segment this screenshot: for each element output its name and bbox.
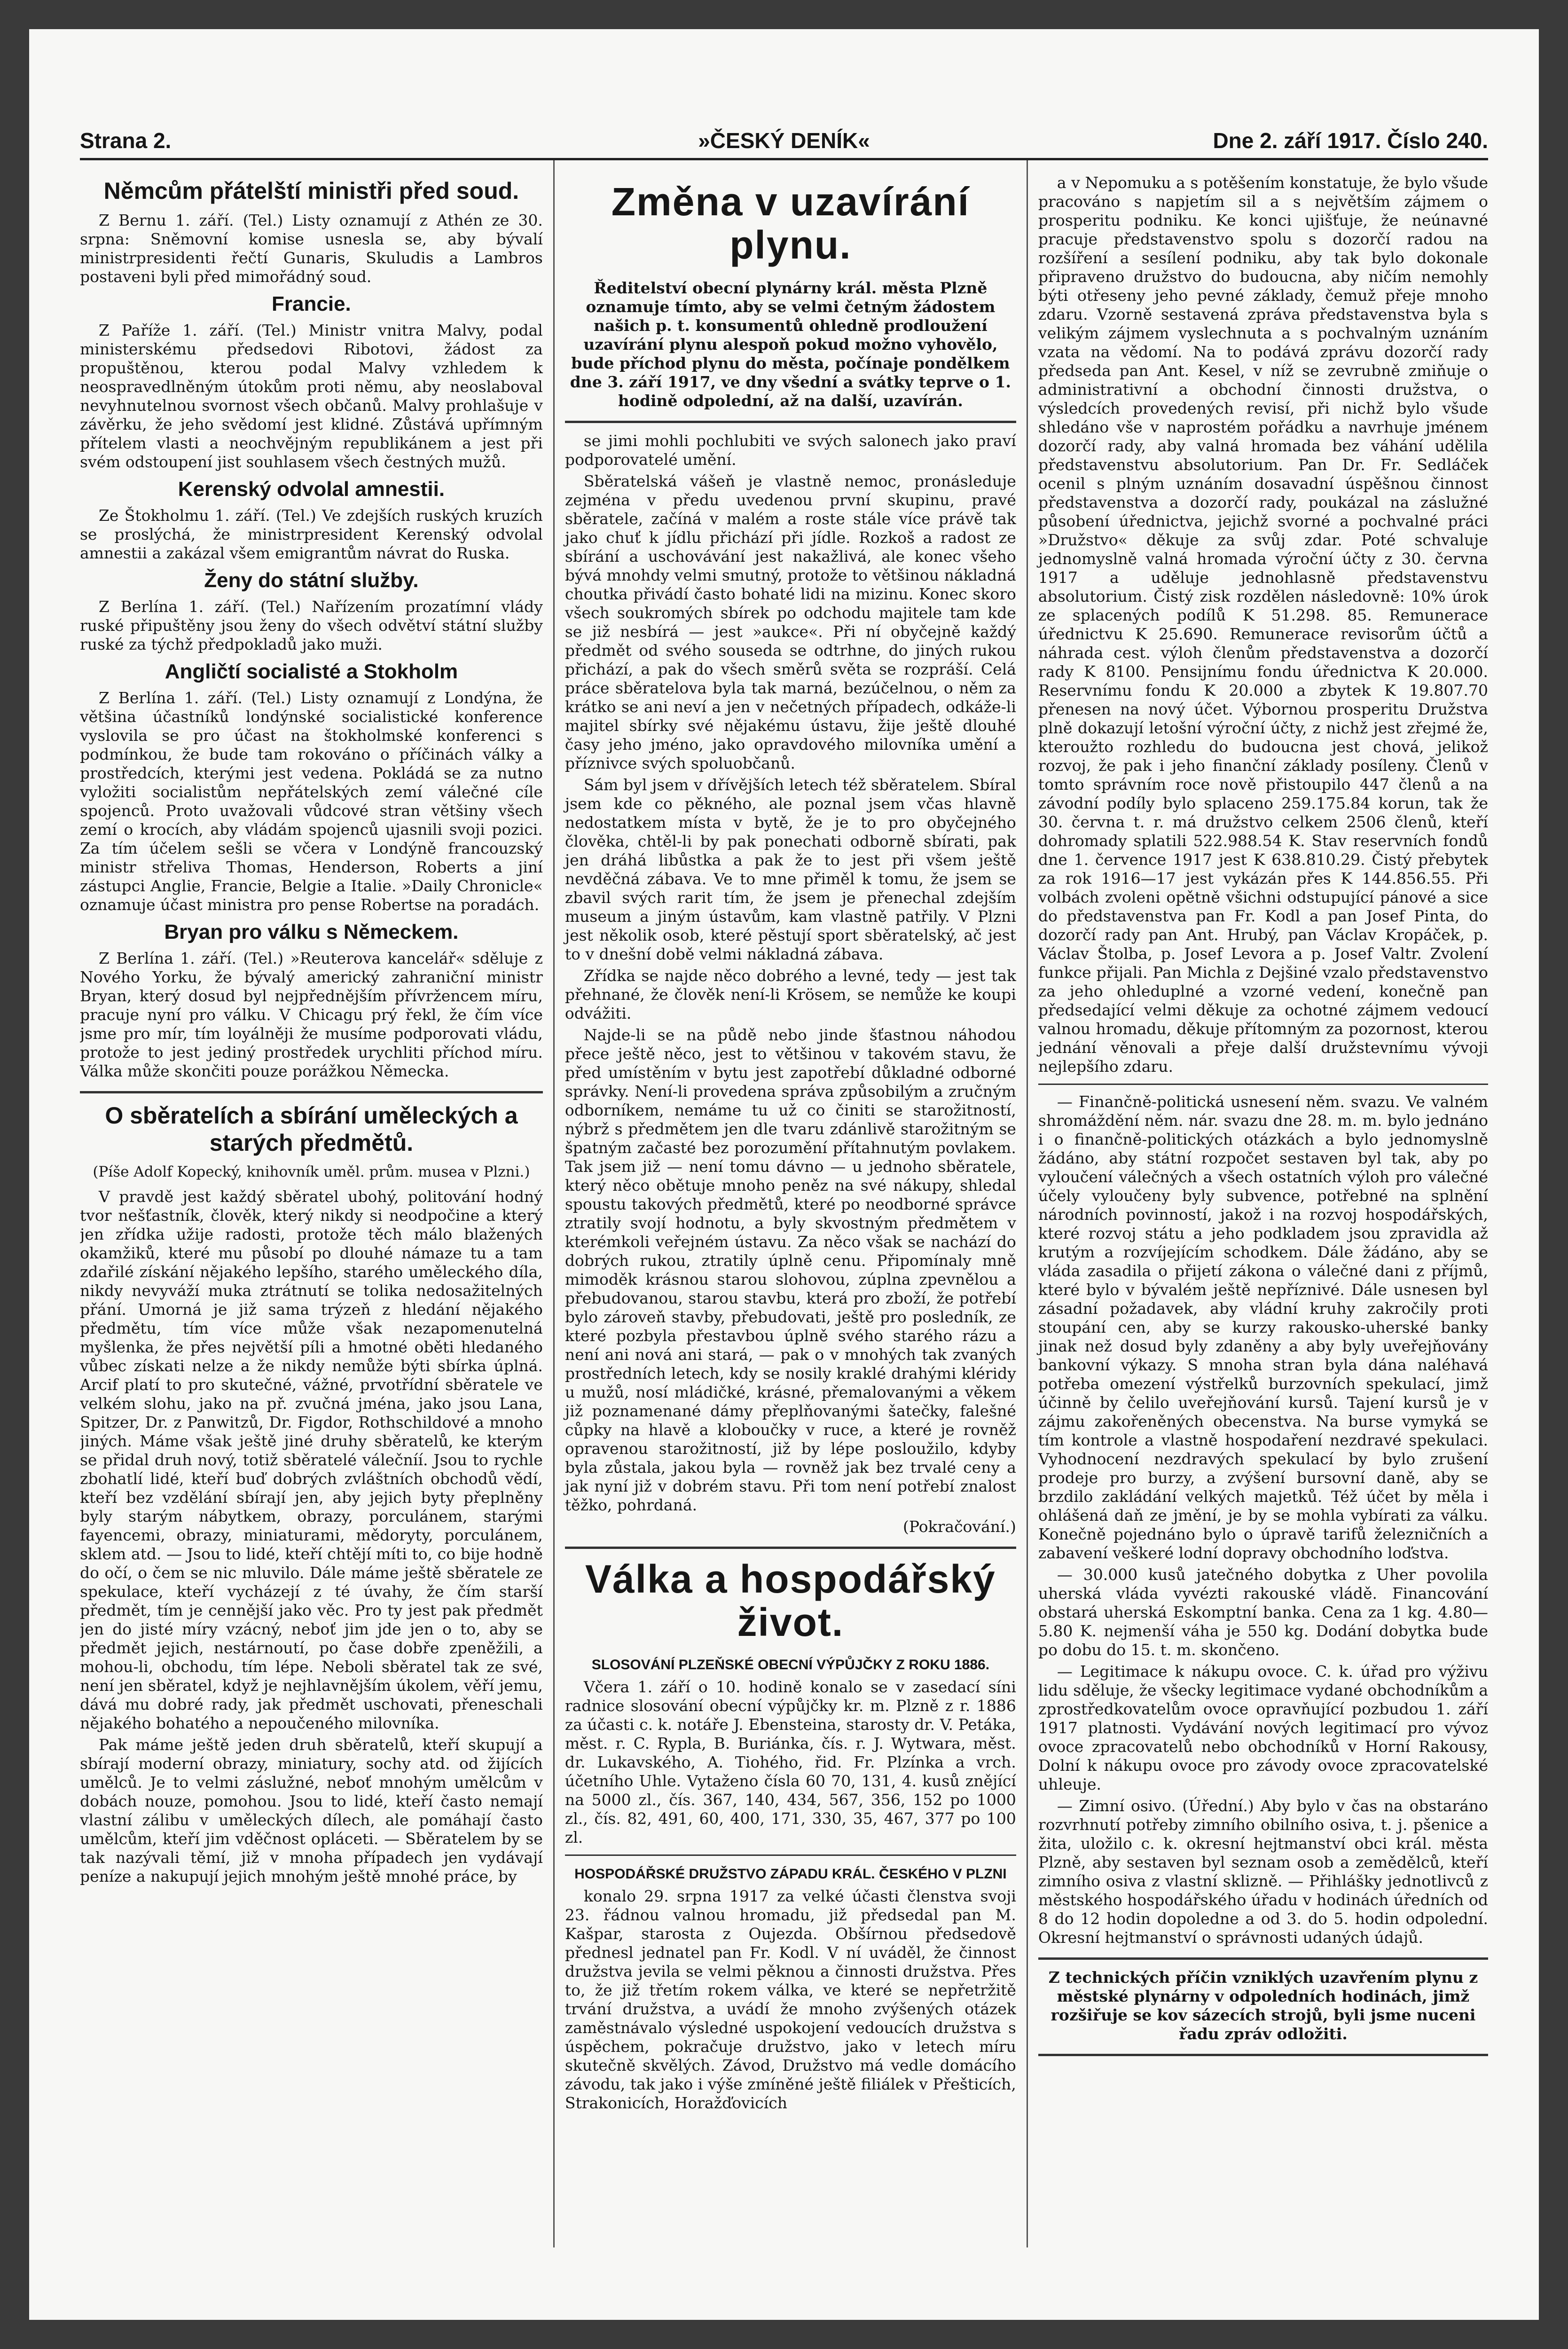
article-loan-draw: Včera 1. září o 10. hodině konalo se v zasedací síni radnice slosování obecní výpůjčky kr. m. Plzně z r. 1886 za účasti c. k. notáře J. Ebensteina, starosty dr. V. Petáka, měst. r. C. Rypla, B. Buriánka, čís. r. J. Wytwara, měst. dr. Lukavského, A. Tiohého, řid. Fr. Plzínka a vrch. účetního Uhle. Vytaženo čísla 60 70, 131, 4. kusů znějící na 5000 zl., čís. 367, 140, 434, 567, 356, 152 po 1000 zl., čís. 82, 491, 60, 400, 171, 330, 35, 467, 377 po 100 zl. <box>564 1678 1016 1846</box>
article-collectors-cont-1: se jimi mohli pochlubiti ve svých salonech jako praví podporovatelé umění. <box>564 432 1016 469</box>
headline-collectors: O sběratelích a sbírání uměleckých a starých předmětů. <box>105 1102 518 1156</box>
headline-gas: Změna v uzavírání plynu. <box>611 180 970 267</box>
article-collectors-cont-5: Najde-li se na půdě nebo jinde šťastnou náhodou přece ještě něco, jest to většinou v takovém stavu, že před umístěním v bytu jest zapotřebí důkladné odborné správky. Není-li provedena správa způsobilým a zručným odborníkem, nemáme tu už co činiti se starožitností, nýbrž s předmětem jen dle tvaru zdánlivě starožitným se špatným začasté bez porozumění přítahnutým povlakem. Tak jsem již — není tomu dávno — u jednoho sběratele, který něco obětuje mnoho peněz na své nákupy, shledal spoustu takových předmětů, které po neodborné správce ztratily svojí hodnotu, a byly skvostným předmětem v kterémkoli veřejném ústavu. Za něco však se nachází do dobrých rukou, ztratily úplně cenu. Připomínaly mně mimoděk krásnou starou slohovou, zúplna zpevnělou a přebudovanou, starou stavbu, která pro zboží, že potřebí bylo zároveň stavby, přebudovati, ještě pro posledník, ze které pozbyla přestavbou úplně svého starého rázu a není ani nová ani stará, — pak o v mnohých tak zvaných prostředních letech, kdy se nosily kraklé drahými kléridy u mužů, nosí mládičké, krásné, přemalovanými a věkem již poznamenané dámy přeplňovanými šatečky, falešné cůpky na hlavě a kloboučky v ruce, a které je rovněž opravenou starožitností, již by lépe posloužilo, kdyby byla zůstala, jakou byla — rovněž jak bez trvalé ceny a jak nyní již v dobrém stavu. Při tom není potřebí znalost těžko, pohrdaná. <box>564 1026 1016 1514</box>
continuation-note: (Pokračování.) <box>903 1517 1016 1536</box>
article-finance: — Finančně-politická usnesení něm. svazu. Ve valném shromáždění něm. nár. svazu dne 28. m. m. bylo jednáno i o finančně-politických otázkách a bylo jednomyslně žádáno, aby státní rozpočet sestaven byl tak, aby po vyloučení válečných a všech ostatních výloh pro válečné účely vyloučeny byly subvence, potřebné na splnění národních povinností, jakož i na rozvoj hospodářských, které rozvoj státu a jeho podkladem jsou zpravidla až krutým a rozvíjejícím schodkem. Dále žádáno, aby se vláda zasadila o přijetí zákona o válečné dani z příjmů, které bylo v bývalém ještě nepříznivé. Dále usnesen byl zásadní požadavek, aby vládní kruhy zakročily proti stoupání cen, aby se kurzy rakousko-uherské banky jinak než dosud byly zdaněny a aby byly uveřejňovány bankovní výkazy. S mnoha stran byla dána naléhavá potřeba omezení výstřelků burzovních spekulací, jimž účinně by čelilo uveřejňování kursů. Tajení kursů je v zájmu zakořeněných obecenstva. Na burse vymyká se tím kontrole a vlastně hospodaření nezdravé spekulaci. Vyhodnocení nezdravých spekulací by bylo zrušení prodeje pro burzy, a zvýšení bursovní daně, aby se brzdilo zakládání velkých majetků. Též účet by měla i ohlášená daň ze jmění, je by se mohla vybírati za válku. Konečně pojednáno bylo o úpravě tarifů železničních a zabavení veškeré lodní dopravy obchodního loďstva. <box>1038 1092 1488 1562</box>
page-number: Strana 2. <box>80 128 172 153</box>
divider <box>565 1547 1016 1549</box>
headline-kerensky: Kerenský odvolal amnestii. <box>178 478 445 501</box>
article-collectors-1: V pravdě jest každý sběratel ubohý, politování hodný tvor nešťastník, člověk, který nikdy si neodpočine a který jen zřídka užije radosti, protože těch málo blažených okamžiků, které mu působí po dlouhé námaze tu a tam zdařilé získání nějakého lepšího, starého uměleckého díla, nikdy nevyváží muka ztrátnutí se tolika nedosažitelných přání. Umorná je již sama trýzeň z hledání nějakého předmětu, tím více může však nezapomenutelná myšlenka, že přes největší píli a hmotné oběti hledaného vůbec získati nelze a že nikdy nemůže býti sbírka úplná. Arcif platí to pro skutečné, vážné, prvotřídní sběratele ve velkém slohu, jako na př. zvučná jména, jako jsou Lana, Spitzer, Dr. z Panwitzů, Dr. Figdor, Rothschildové a mnoho jiných. Máme však ještě jiné druhy sběratelů, ke kterým se přidal druh nový, totiž sběratelé válečníí. Jsou to rychle zbohatlí lidé, kteří buď dobrých zvláštních obchodů vědí, kteří bez vzdělání sbírají jen, aby jejich byty přeplněny byly starým nábytkem, obrazy, porculánem, starými fayencemi, obrazy, miniaturami, mědoryty, porculánem, sklem atd. — Jsou to lidé, kteří chtějí míti to, co bije hodně do očí, o čem se nic mluvilo. Dále máme ještě sběratele ze spekulace, kteří vycházejí z té úvahy, že čím starší předmět, tím je cennější jako věc. Pro ty jest pak předmět jen do jisté míry vzácný, neboť jim jde jen o to, aby se předmět jejich, nestárnoutí, po čase dobře zpeněžili, a mohou-li, obchodu, tím lépe. Neboli sběratel tak ze své, není jen sběratel, když je nejhlavnějším úkolem, věří jemu, dává mu dobré rady, jak předmět uschovati, přeneschali nějakého bohatého a nepoučeného milovníka. <box>80 1187 543 1732</box>
article-women: Z Berlína 1. září. (Tel.) Nařízením prozatímní vlády ruské připuštěny jsou ženy do všech odvětví státní služby ruské za týchž předpokladů jako muži. <box>80 597 543 653</box>
column-1 <box>80 160 553 2247</box>
columns <box>80 160 1488 2247</box>
article-cattle: — 30.000 kusů jatečného dobytka z Uher povolila uherská vláda vyvézti rakouské vládě. Financování obstará uherská Eskomptní banka. Cena za 1 kg. 4.80—5.80 K. nejmenší váha je 550 kg. Dodání dobytka bude po dobu do 15. t. m. skončeno. <box>1038 1565 1488 1659</box>
headline-women: Ženy do státní služby. <box>204 569 419 592</box>
divider <box>1038 2054 1488 2056</box>
article-seed: — Zimní osivo. (Úřední.) Aby bylo v čas na obstaráno rozvrhnutí potřeby zimního obilního osiva, t. j. pšenice a žita, uložilo c. k. okresní hejtmanství obci král. města Plzně, aby sestaven byl seznam osob a zemědělců, kteří zimního osiva z vlastní sklizně. — Přihlášky jednotlivců z městského hospodářského úřadu v hodinách úředních od 8 do 12 hodin dopoledne a od 3. do 5. hodin odpolední. Okresní hejtmanství o správnosti udaných údajů. <box>1038 1797 1488 1947</box>
article-collectors-cont-4: Zřídka se najde něco dobrého a levné, tedy — jest tak přehnané, že člověk není-li Krösem, se nemůže ke koupi odvážiti. <box>564 966 1016 1022</box>
headline-ministers: Němcům přátelští ministři před soud. <box>103 178 519 204</box>
byline: (Píše Adolf Kopecký, knihovník uměl. prům. musea v Plzni.) <box>93 1163 530 1180</box>
headline-war-economy: Válka a hospodářský život. <box>585 1557 996 1644</box>
gas-notice-text: Ředitelství obecní plynárny král. města Plzně oznamuje tímto, aby se velmi četným žádostem našich p. t. konsumentů ohledně prodloužení uzavírání plynu alespoň pokud možno vyhovělo, bude příchod plynu do města, počínaje pondělkem dne 3. září 1917, ve dny všední a svátky teprve o 1. hodině odpolední, až na další, uzavírán. <box>570 279 1011 410</box>
article-fruit: — Legitimace k nákupu ovoce. C. k. úřad pro výživu lidu sděluje, že všecky legitimace vydané obchodníkům a zprostředkovatelům ovoce opravňující pozbudou 1. září 1917 platnosti. Vydávání nových legitimací pro vývoz ovoce zpracovatelů nebo obchodníků v Horní Rakousy, Dolní k nákupu ovoce pro závody ovoce zpracovatelské uhleuje. <box>1038 1662 1488 1793</box>
article-collectors-cont-2: Sběratelská vášeň je vlastně nemoc, pronásleduje zejména v předu uvedenou první skupinu, pravé sběratele, začíná v malém a roste stále více právě tak jako chuť k jídlu přichází při jídle. Rozkoš a radost ze sbírání a uschovávání jest nakažlivá, ale konec všeho bývá mnohdy velmi smutný, protože to většinou nákladná choutka přivádí často bohaté lidi na mizinu. Konec skoro všech soukromých sbírek po odchodu majitele tam kde se již nesbírá — jest »aukce«. Při ní obyčejně každý předmět od svého souseda se odtrhne, do jiných rukou přichází, a pak do všech směrů světa se rozpráší. Celá práce sběratelova byla tak marná, bezúčelnou, o něm za krátko se ani neví a jen v nečetných případech, odkáže-li majitel sbírky své nějakému ústavu, žije ještě dlouhé časy jeho jméno, jako opravdového milovníka umění a příznivce svých spoluobčanů. <box>564 472 1016 772</box>
headline-bryan: Bryan pro válku s Německem. <box>164 920 459 943</box>
divider <box>565 1854 1016 1856</box>
article-collectors-2: Pak máme ještě jeden druh sběratelů, kteří skupují a sbírají moderní obrazy, miniatury, sochy atd. od žijících umělců. Je to velmi záslužné, neboť mnohým umělcům v dobách nouze, pomohou. Jsou to lidé, kteří často nemají vlastní zálibu v uměleckých dílech, ale pomáhají často umělcům, kteří jim vděčnost opláceti. — Sběratelem by se tak nazývali těmí, již v mnoha případech jen vydávají peníze a nakupují jejich mnohým ještě mnohé práce, by <box>80 1736 543 1885</box>
issue-date: Dne 2. září 1917. Číslo 240. <box>1213 128 1488 153</box>
divider <box>565 421 1016 423</box>
headline-france: Francie. <box>272 292 351 315</box>
article-collectors-cont-3: Sám byl jsem v dřívějších letech též sběratelem. Sbíral jsem kde co pěkného, ale poznal jsem včas hlavně nedostatkem místa v bytě, že je to pro obyčejného člověka, chtěl-li by pak ponechati odborně sbírati, pak jen dráhá libůstka a pak že to jest při všem ještě nevděčná zábava. Ve to mne přiměl k tomu, že jsem se zbavil svých rarit tím, že jsem je přenechal zdejším museum a jiným ústavům, kam vlastně patřily. V Plzni jest několik osob, které pěstují sport sběratelský, ač jest to v dnešní době velmi nákladná zábava. <box>564 776 1016 963</box>
newspaper-page <box>29 29 1539 2320</box>
newspaper-title: »ČESKÝ DENÍK« <box>698 128 870 153</box>
article-cooperative: konalo 29. srpna 1917 za velké účasti členstva svoji 23. řádnou valnou hromadu, již předsedal pan M. Kašpar, starosta z Oujezda. Obšírnou předsedově přednesl jednatel pan Fr. Kodl. V ní uváděl, že činnost družstva jevila se velmi pěknou a činnosti družstva. Přes to, že již třetím rokem válka, ve které se nepřetržitě trvání družstva, a uvádí že mnoho zvýšených otázek zaměstnávalo výsledné uspokojení vedoucích družstva s úspěchem, pokračuje družstvo, jako v letech míru skutečně skvělých. Závod, Družstvo má vedle domácího závodu, tak jako i výše zmíněné ještě filiálek v Přešticích, Strakonicích, Horažďovicích <box>564 1887 1016 2112</box>
column-3 <box>1027 160 1488 2247</box>
masthead <box>80 113 1488 160</box>
divider <box>1038 1957 1488 1960</box>
article-bryan: Z Berlína 1. září. (Tel.) »Reuterova kancelář« sděluje z Nového Yorku, že bývalý americký zahraniční ministr Bryan, který dosud byl nejpřednějším přívržencem míru, pracuje nyní pro válku. V Chicagu prý řekl, že čím více jsme pro mír, tím loyálněji že musíme podporovati vládu, protože to jest jediný prostředek urychliti příchod míru. Válka může skončiti pouze porážkou Německa. <box>80 949 543 1080</box>
headline-loan-draw: SLOSOVÁNÍ PLZEŇSKÉ OBECNÍ VÝPŮJČKY Z ROKU 1886. <box>591 1657 990 1673</box>
headline-cooperative: HOSPODÁŘSKÉ DRUŽSTVO ZÁPADU KRÁL. ČESKÉHO V PLZNI <box>574 1866 1007 1882</box>
article-socialists: Z Berlína 1. září. (Tel.) Listy oznamují z Londýna, že většina účastníků londýnské socialistické konference vyslovila se pro účast na štokholmské konferenci s podmínkou, že bude tam rokováno o příčinách války a prostředcích, kterými jest vedena. Pokládá se za nutno vyložiti socialistům nepřátelských zemí válečné cíle spojenců. Proto uvažovali vůdcové stran většiny všech zemí o krocích, aby vládám spojenců ujasnili svoji pozici. Za tím účelem sešli se včera v Londýně francouzský ministr střeliva Thomas, Henderson, Roberts a jiní zástupci Anglie, Francie, Belgie a Italie. »Daily Chronicle« oznamuje účast ministra pro pense Robertse na poradách. <box>80 689 543 914</box>
article-france: Z Paříže 1. září. (Tel.) Ministr vnitra Malvy, podal ministerskému předsedovi Ribotovi, žádost za propuštěnou, kterou podal Malvy vzhledem k neospravedlněným útokům proti němu, aby neoslaboval nevyhnutelnou svornost všech občanů. Malvy prohlašuje v závěrku, že jeho svědomí jest klidné. Zůstává upřímným přítelem vlasti a neochvějným republikánem a jest při svém odstoupení jist souhlasem všech čestných mužů. <box>80 321 543 471</box>
article-kerensky: Ze Štokholmu 1. září. (Tel.) Ve zdejších ruských kruzích se proslýchá, že ministrpresident Kerenský odvolal amnestii a zakázal všem emigrantům návrat do Ruska. <box>80 506 543 562</box>
article-cooperative-cont: a v Nepomuku a s potěšením konstatuje, že bylo všude pracováno s napjetím sil a s největším zájmem o prosperitu podniku. Ke konci ujišťuje, že neúnavné pracuje představenstvo spolu s dozorčí radou na rozšíření a sesílení podniku, aby tak bylo dokonale připraveno družstvo do budoucna, aby ničím nemohly býti otřeseny jeho pevné základy, čemuž přeje mnoho zdaru. Vzorně sestavená zpráva představenstva byla s velikým zájmem vyslechnuta a s pochvalným uznáním vzata na vědomí. Na to podává zprávu dozorčí rady předseda pan Ant. Kesel, v níž se zevrubně zmiňuje o administrativní a obchodní činnosti družstva, o výsledcích provedených revisí, při nichž bylo všude shledáno vše v naprostém pořádku a navrhuje jménem dozorčí rady, aby valná hromada bez váhání udělila představenstvu absolutorium. Pan Dr. Fr. Sedláček ocenil s plným uznáním dosavadní úspěšnou činnost představenstva a dozorčí rady, poukázal na záslužné působení úřednictva, jejichž svorné a pochvalné práci »Družstvo« děkuje za svůj zdar. Poté schvaluje jednomyslně valná hromada výroční účty z 30. června 1917 a uděluje jednohlasně představenstvu absolutorium. Čistý zisk rozdělen následovně: 10% úrok ze splacených podílů K 51.298. 85. Remunerace úřednictvu K 25.690. Remunerace revisorům účtů a náhrada cest. výloh členům představenstva a dozorčí rady K 8100. Pensijnímu fondu úřednictva K 20.000. Reservnímu fondu K 20.000 a zbytek K 19.807.70 přenesen na nový účet. Výbornou prosperitu Družstva plně dokazují letošní výroční účty, z nichž jest zřejmé že, kteroužto rozhledu do budoucna jest chová, jelikož rozvoj, že pak i jeho finanční základy posíleny. Členů v tomto správním roce nově přistoupilo 447 členů a na závodní podíly bylo splaceno 259.175.84 korun, tak že 30. června t. r. má družstvo celkem 2506 členů, kteří dohromady splatili 522.988.54 K. Stav reservních fondů dne 1. července 1917 jest K 638.810.29. Čistý přebytek za rok 1916—17 jest vykázán přes K 144.856.55. Při volbách zvoleni opětně všichni odstupující pánové a sice do představenstva pan Fr. Kodl a pan Josef Pinta, do dozorčí rady pan Ant. Hrubý, pan Václav Kropáček, p. Václav Štolba, p. Josef Levora a p. Josef Valtr. Zvolení funkce přijali. Pan Michla z Dejšiné vzalo představenstvo za jeho ohleduplné a vzorné vedení, konečně pan předsedající velmi děkuje za ochotné zájmem vedoucí valnou hromadu, děkuje přítomným za pozornost, kterou jednání věnovali a přeje další družstevnímu vývoji nejlepšího zdaru. <box>1038 173 1488 1076</box>
gas-notice <box>565 279 1016 410</box>
column-2 <box>553 160 1027 2247</box>
article-ministers: Z Bernu 1. září. (Tel.) Listy oznamují z Athén ze 30. srpna: Sněmovní komise usnesla se, aby bývalí ministrpresidenti řečtí Gunaris, Skuludis a Lambros postaveni byli před mimořádný soud. <box>80 211 543 286</box>
technical-notice-text: Z technických příčin vzniklých uzavřením plynu z městské plynárny v odpoledních hodinách, jimž rozšiřuje se kov sázecích strojů, byli jsme nuceni řadu zpráv odložiti. <box>1048 1968 1478 2043</box>
divider <box>1038 1084 1488 1085</box>
divider <box>80 1091 543 1093</box>
headline-socialists: Angličtí socialisté a Stokholm <box>165 660 458 683</box>
technical-notice <box>1038 1968 1488 2043</box>
